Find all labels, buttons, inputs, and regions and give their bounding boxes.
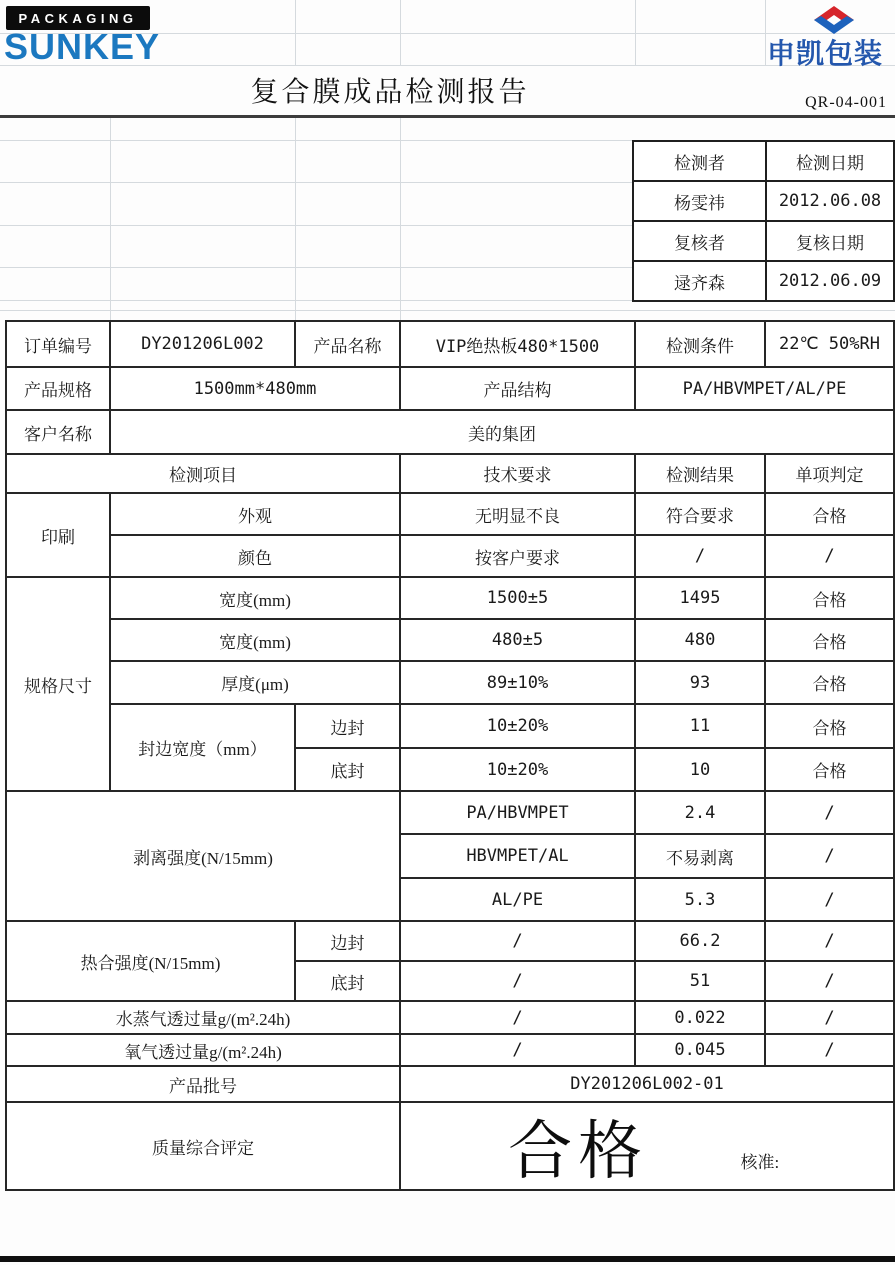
sunkey-logo-text: SUNKEY (4, 26, 161, 67)
gridline (765, 0, 766, 65)
product-name-value: VIP绝热板480*1500 (400, 321, 635, 367)
judge-color: / (765, 535, 894, 577)
heat-item-side: 边封 (295, 921, 400, 961)
spec-value: 1500mm*480mm (110, 367, 400, 410)
table-row (6, 1034, 894, 1066)
structure-value: PA/HBVMPET/AL/PE (635, 367, 894, 410)
test-date-label: 检测日期 (766, 141, 894, 181)
batch-label: 产品批号 (6, 1066, 400, 1102)
condition-value: 22℃ 50%RH (765, 321, 894, 367)
heat-judge-side: / (765, 921, 894, 961)
page-bottom-rule (0, 1256, 895, 1262)
group-dimensions: 规格尺寸 (6, 577, 110, 791)
otr-result: 0.045 (635, 1034, 765, 1066)
doc-code: QR-04-001 (805, 94, 887, 111)
judge-thickness: 合格 (765, 661, 894, 704)
req-width-1500: 1500±5 (400, 577, 635, 619)
peel-layer-1: PA/HBVMPET (400, 791, 635, 834)
customer-label: 客户名称 (6, 410, 110, 454)
judge-width-1500: 合格 (765, 577, 894, 619)
result-appearance: 符合要求 (635, 493, 765, 535)
gridline (295, 118, 296, 320)
heat-result-side: 66.2 (635, 921, 765, 961)
peel-layer-2: HBVMPET/AL (400, 834, 635, 878)
otr-req: / (400, 1034, 635, 1066)
reviewer-name: 逯齐森 (633, 261, 766, 301)
col-header-judgement: 单项判定 (765, 454, 894, 493)
item-bottom-seal: 底封 (295, 748, 400, 791)
table-row (6, 367, 894, 410)
otr-judge: / (765, 1034, 894, 1066)
peel-judge-3: / (765, 878, 894, 921)
item-appearance: 外观 (110, 493, 400, 535)
judge-bottom-seal: 合格 (765, 748, 894, 791)
table-row (6, 791, 894, 834)
final-verdict: 合格 (508, 1116, 649, 1187)
final-label: 质量综合评定 (6, 1102, 400, 1190)
judge-appearance: 合格 (765, 493, 894, 535)
item-side-seal: 边封 (295, 704, 400, 748)
table-row (6, 619, 894, 661)
inspector-table (632, 140, 895, 302)
peel-judge-2: / (765, 834, 894, 878)
heat-result-bottom: 51 (635, 961, 765, 1001)
customer-value: 美的集团 (110, 410, 894, 454)
req-thickness: 89±10% (400, 661, 635, 704)
result-color: / (635, 535, 765, 577)
group-seal-width: 封边宽度（mm） (110, 704, 295, 791)
item-thickness: 厚度(μm) (110, 661, 400, 704)
item-color: 颜色 (110, 535, 400, 577)
wvtr-req: / (400, 1001, 635, 1034)
table-row (6, 410, 894, 454)
test-date-value: 2012.06.08 (766, 181, 894, 221)
result-width-1500: 1495 (635, 577, 765, 619)
gridline (635, 0, 636, 65)
req-color: 按客户要求 (400, 535, 635, 577)
gridline (295, 0, 296, 65)
otr-label: 氧气透过量g/(m².24h) (6, 1034, 400, 1066)
company-name-cn: 申凯包装 (767, 38, 884, 69)
order-no-value: DY201206L002 (110, 321, 295, 367)
peel-result-2: 不易剥离 (635, 834, 765, 878)
spec-label: 产品规格 (6, 367, 110, 410)
req-side-seal: 10±20% (400, 704, 635, 748)
structure-label: 产品结构 (400, 367, 635, 410)
page-title: 复合膜成品检测报告 (250, 77, 530, 108)
table-row (6, 1066, 894, 1102)
review-date-label: 复核日期 (766, 221, 894, 261)
table-row (6, 921, 894, 961)
packaging-logo-text: PACKAGING (18, 10, 138, 26)
table-row (6, 577, 894, 619)
item-width-480: 宽度(mm) (110, 619, 400, 661)
heat-req-side: / (400, 921, 635, 961)
heat-judge-bottom: / (765, 961, 894, 1001)
result-thickness: 93 (635, 661, 765, 704)
heat-req-bottom: / (400, 961, 635, 1001)
group-print: 印刷 (6, 493, 110, 577)
final-verdict-cell (400, 1102, 894, 1190)
report-table (5, 320, 895, 1191)
judge-side-seal: 合格 (765, 704, 894, 748)
group-heat-seal: 热合强度(N/15mm) (6, 921, 295, 1001)
req-width-480: 480±5 (400, 619, 635, 661)
wvtr-judge: / (765, 1001, 894, 1034)
condition-label: 检测条件 (635, 321, 765, 367)
gridline (400, 118, 401, 320)
col-header-result: 检测结果 (635, 454, 765, 493)
item-width-1500: 宽度(mm) (110, 577, 400, 619)
group-peel-strength: 剥离强度(N/15mm) (6, 791, 400, 921)
reviewer-label: 复核者 (633, 221, 766, 261)
result-width-480: 480 (635, 619, 765, 661)
peel-result-1: 2.4 (635, 791, 765, 834)
judge-width-480: 合格 (765, 619, 894, 661)
req-bottom-seal: 10±20% (400, 748, 635, 791)
product-name-label: 产品名称 (295, 321, 400, 367)
wvtr-result: 0.022 (635, 1001, 765, 1034)
table-row (6, 535, 894, 577)
review-date-value: 2012.06.09 (766, 261, 894, 301)
title-divider (0, 115, 895, 118)
result-bottom-seal: 10 (635, 748, 765, 791)
table-row (6, 661, 894, 704)
peel-result-3: 5.3 (635, 878, 765, 921)
wvtr-label: 水蒸气透过量g/(m².24h) (6, 1001, 400, 1034)
col-header-item: 检测项目 (6, 454, 400, 493)
table-row (6, 704, 894, 748)
peel-layer-3: AL/PE (400, 878, 635, 921)
col-header-requirement: 技术要求 (400, 454, 635, 493)
table-row (6, 321, 894, 367)
batch-value: DY201206L002-01 (400, 1066, 894, 1102)
tester-name: 杨雯祎 (633, 181, 766, 221)
heat-item-bottom: 底封 (295, 961, 400, 1001)
result-side-seal: 11 (635, 704, 765, 748)
gridline (0, 310, 895, 311)
order-label: 订单编号 (6, 321, 110, 367)
gridline (110, 118, 111, 320)
table-header-row (6, 454, 894, 493)
table-row (6, 1102, 894, 1190)
tester-label: 检测者 (633, 141, 766, 181)
approve-label: 核准: (740, 1152, 780, 1172)
req-appearance: 无明显不良 (400, 493, 635, 535)
peel-judge-1: / (765, 791, 894, 834)
table-row (6, 493, 894, 535)
gridline (400, 0, 401, 65)
table-row (6, 1001, 894, 1034)
